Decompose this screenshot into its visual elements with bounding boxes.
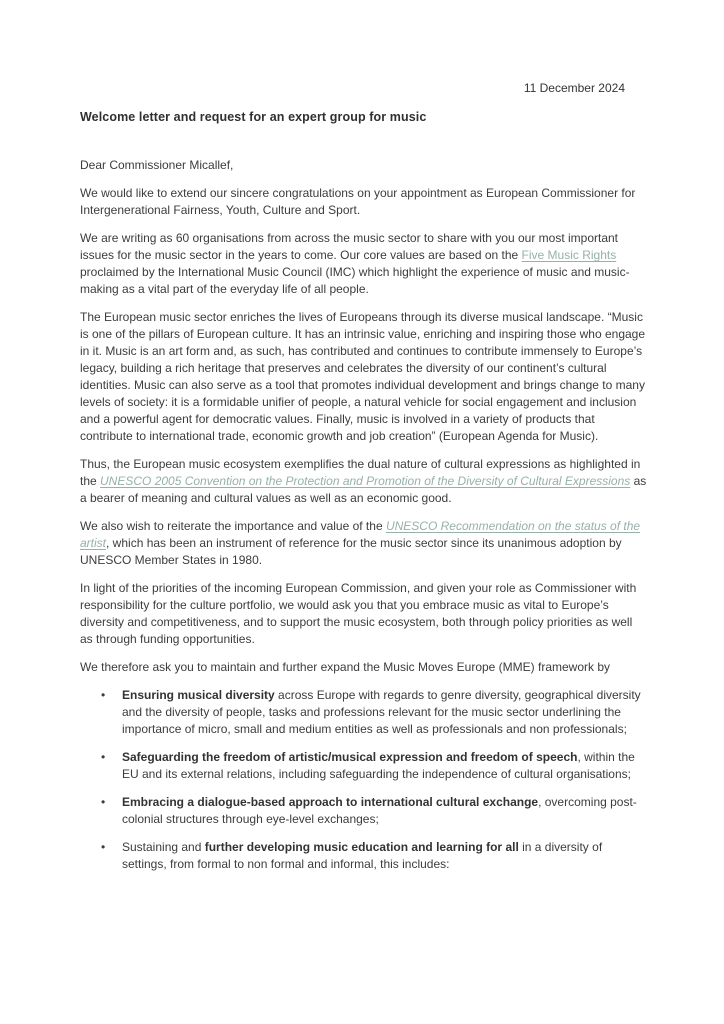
bullet-text: , overcoming post-colonial structures through eye-level exchanges; <box>122 795 637 826</box>
paragraph-text: We therefore ask you to maintain and further expand the Music Moves Europe (MME) framework by <box>80 660 611 674</box>
bullet-item-music-education <box>122 839 647 873</box>
bullet-item-cultural-exchange <box>122 794 647 828</box>
paragraph-commission-priorities <box>80 580 647 648</box>
bullet-text: in a diversity of settings, from formal to non formal and informal, this includes: <box>122 840 603 871</box>
bullet-text: , within the EU and its external relations, including safeguarding the independence of cultural organisations; <box>122 750 635 781</box>
paragraph-text: In light of the priorities of the incoming European Commission, and given your role as Commissioner with responsibility for the culture portfolio, we would ask you that you embrace music as vital to Europe’s diversity and competitiveness, and to support the music ecosystem, both through policy priorities as well as through funding opportunities. <box>80 581 637 646</box>
paragraph-text: as a bearer of meaning and cultural values as well as an economic good. <box>80 474 647 505</box>
paragraph-unesco-2005 <box>80 456 647 507</box>
paragraph-mme-framework <box>80 659 647 676</box>
bullet-item-freedom-of-expression <box>122 749 647 783</box>
bullet-bold-text: further developing music education and learning for all <box>204 840 519 854</box>
paragraph-text: proclaimed by the International Music Council (IMC) which highlight the experience of music and music-making as a vital part of the everyday life of all people. <box>80 265 630 296</box>
paragraph-core-values <box>80 230 647 298</box>
letter-title: Welcome letter and request for an expert group for music <box>80 110 427 124</box>
paragraph-text: We would like to extend our sincere congratulations on your appointment as European Commissioner for Intergenerational Fairness, Youth, Culture and Sport. <box>80 186 636 217</box>
paragraph-congratulations <box>80 185 647 219</box>
bullet-text: across Europe with regards to genre diversity, geographical diversity and the diversity of people, tasks and professions relevant for the music sector underlining the importance of micro, small and medium entities as well as professionals and non professionals; <box>122 688 641 736</box>
paragraph-text: We also wish to reiterate the importance and value of the <box>80 519 386 533</box>
bullet-item-musical-diversity <box>122 687 647 738</box>
paragraph-unesco-recommendation <box>80 518 647 569</box>
bullet-bold-text: Safeguarding the freedom of artistic/musical expression and freedom of speech <box>122 750 578 764</box>
paragraph-text: Thus, the European music ecosystem exemplifies the dual nature of cultural expressions as highlighted in the <box>80 457 641 488</box>
bullet-bold-text: Embracing a dialogue-based approach to international cultural exchange <box>122 795 539 809</box>
paragraph-european-agenda-quote <box>80 309 647 445</box>
letter-date: 11 December 2024 <box>523 81 625 95</box>
paragraph-text: The European music sector enriches the lives of Europeans through its diverse musical landscape. “Music is one of the pillars of European culture. It has an intrinsic value, enriching and inspiring those who engage in it. Music is an art form and, as such, has contributed and continues to contribute immensely to Europe’s legacy, building a rich heritage that preserves and celebrates the diversity of our continent’s cultural identities. Music can also serve as a tool that promotes individual development and brings change to many levels of society: it is a formidable unifier of people, a natural vehicle for social engagement and inclusion and a powerful agent for democratic values. Finally, music is involved in a variety of products that contribute to international trade, economic growth and job creation” (European Agenda for Music). <box>80 310 646 443</box>
bullet-text: Sustaining and <box>122 840 205 854</box>
bullet-bold-text: Ensuring musical diversity <box>122 688 275 702</box>
salutation: Dear Commissioner Micallef, <box>80 158 234 172</box>
request-bullet-list <box>80 687 647 873</box>
paragraph-text: , which has been an instrument of reference for the music sector since its unanimous adoption by UNESCO Member States in 1980. <box>80 536 622 567</box>
five-music-rights-link[interactable]: Five Music Rights <box>521 248 617 262</box>
unesco-2005-convention-link[interactable]: UNESCO 2005 Convention on the Protection and Promotion of the Diversity of Cultural Expressions <box>100 474 631 488</box>
unesco-recommendation-link[interactable]: UNESCO Recommendation on the status of the artist <box>80 519 641 550</box>
paragraph-text: We are writing as 60 organisations from across the music sector to share with you our most important issues for the music sector in the years to come. Our core values are based on the <box>80 231 619 262</box>
